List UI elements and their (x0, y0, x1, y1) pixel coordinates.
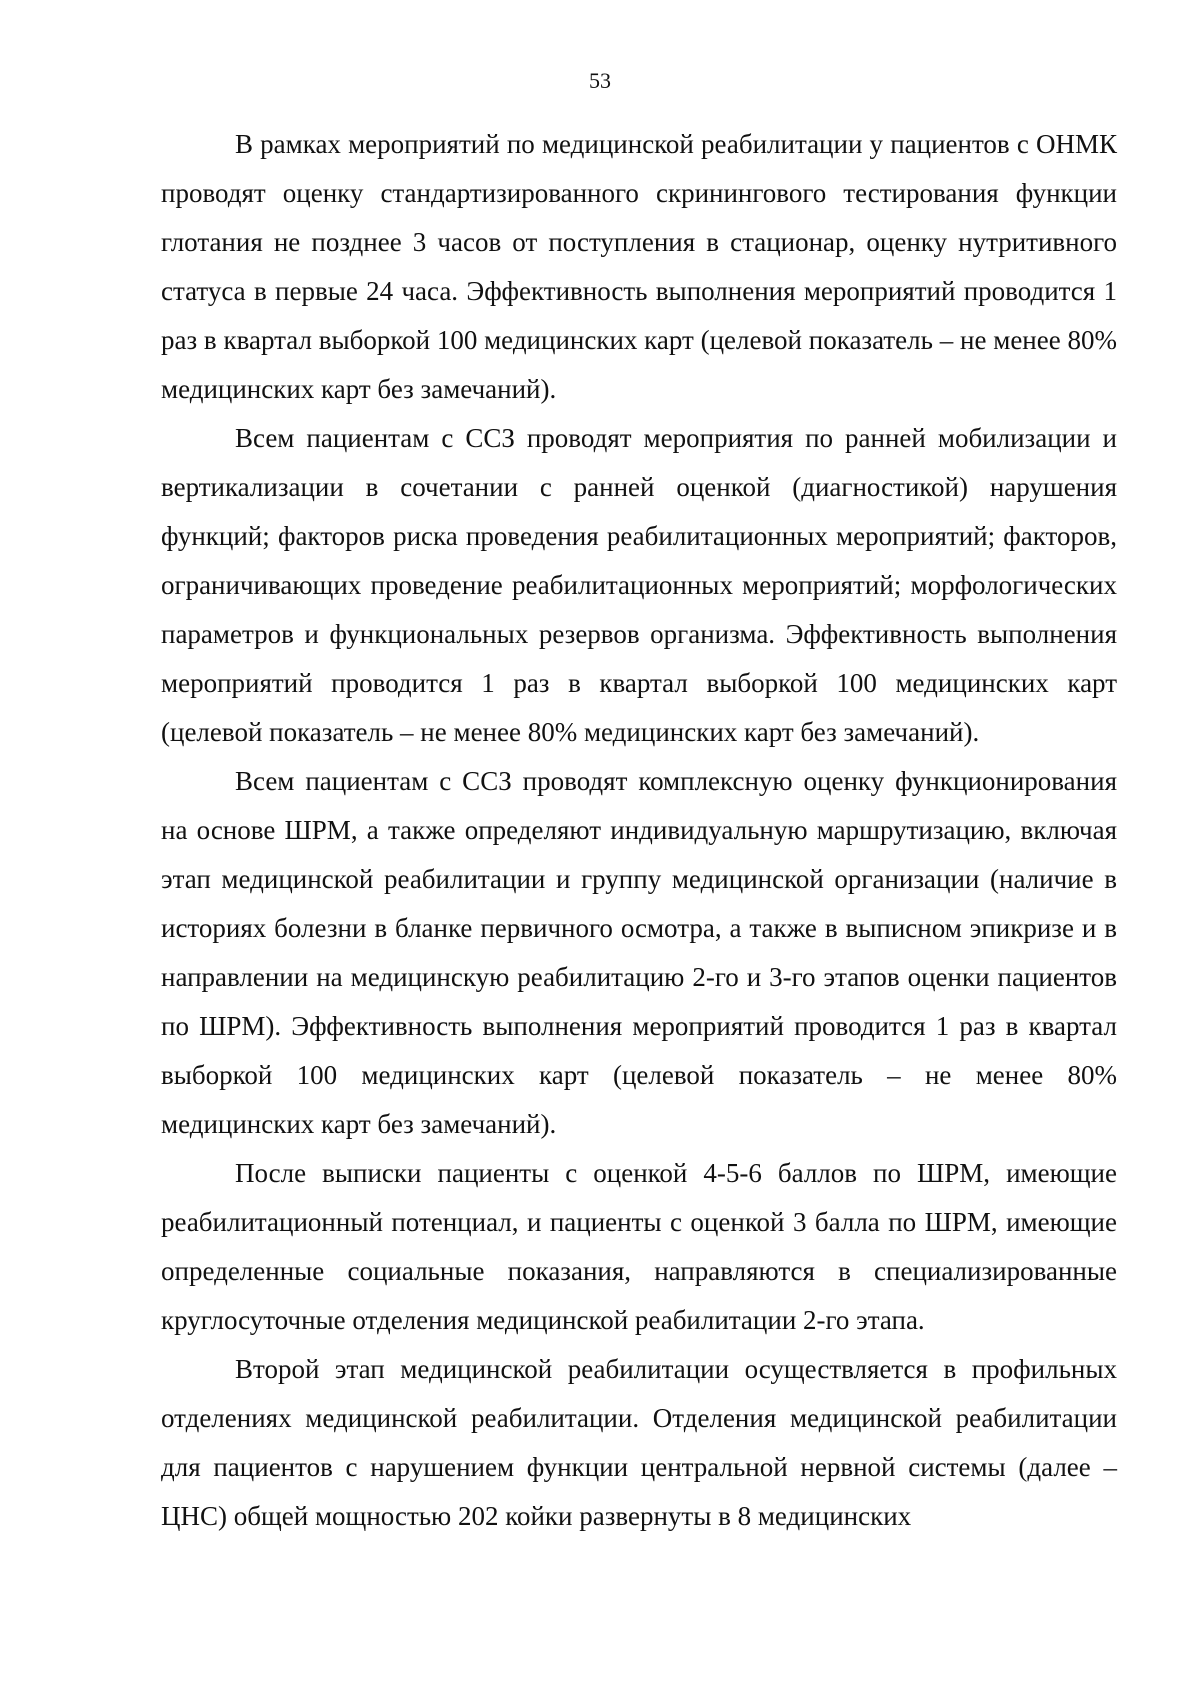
paragraph-4: После выписки пациенты с оценкой 4-5-6 баллов по ШРМ, имеющие реабилитационный потенциал, и пациенты с оценкой 3 балла по ШРМ, имеющие определенные социальные показания, направляются в специализированные круглосуточные отделения медицинской реабилитации 2-го этапа. (161, 1158, 1117, 1335)
paragraph-2: Всем пациентам с ССЗ проводят мероприятия по ранней мобилизации и вертикализации в сочетании с ранней оценкой (диагностикой) нарушения функций; факторов риска проведения реабилитационных мероприятий; факторов, ограничивающих проведение реабилитационных мероприятий; морфологических параметров и функциональных резервов организма. Эффективность выполнения мероприятий проводится 1 раз в квартал выборкой 100 медицинских карт (целевой показатель – не менее 80% медицинских карт без замечаний). (161, 423, 1117, 747)
paragraph-1: В рамках мероприятий по медицинской реабилитации у пациентов с ОНМК проводят оценку стандартизированного скринингового тестирования функции глотания не позднее 3 часов от поступления в стационар, оценку нутритивного статуса в первые 24 часа. Эффективность выполнения мероприятий проводится 1 раз в квартал выборкой 100 медицинских карт (целевой показатель – не менее 80% медицинских карт без замечаний). (161, 129, 1117, 404)
page-number: 53 (589, 68, 611, 93)
paragraph-5: Второй этап медицинской реабилитации осуществляется в профильных отделениях медицинской реабилитации. Отделения медицинской реабилитации для пациентов с нарушением функции центральной нервной системы (далее – ЦНС) общей мощностью 202 койки развернуты в 8 медицинских (161, 1354, 1117, 1531)
body-text (161, 120, 1117, 1541)
paragraph-3: Всем пациентам с ССЗ проводят комплексную оценку функционирования на основе ШРМ, а также определяют индивидуальную маршрутизацию, включая этап медицинской реабилитации и группу медицинской организации (наличие в историях болезни в бланке первичного осмотра, а также в выписном эпикризе и в направлении на медицинскую реабилитацию 2-го и 3-го этапов оценки пациентов по ШРМ). Эффективность выполнения мероприятий проводится 1 раз в квартал выборкой 100 медицинских карт (целевой показатель – не менее 80% медицинских карт без замечаний). (161, 766, 1117, 1139)
